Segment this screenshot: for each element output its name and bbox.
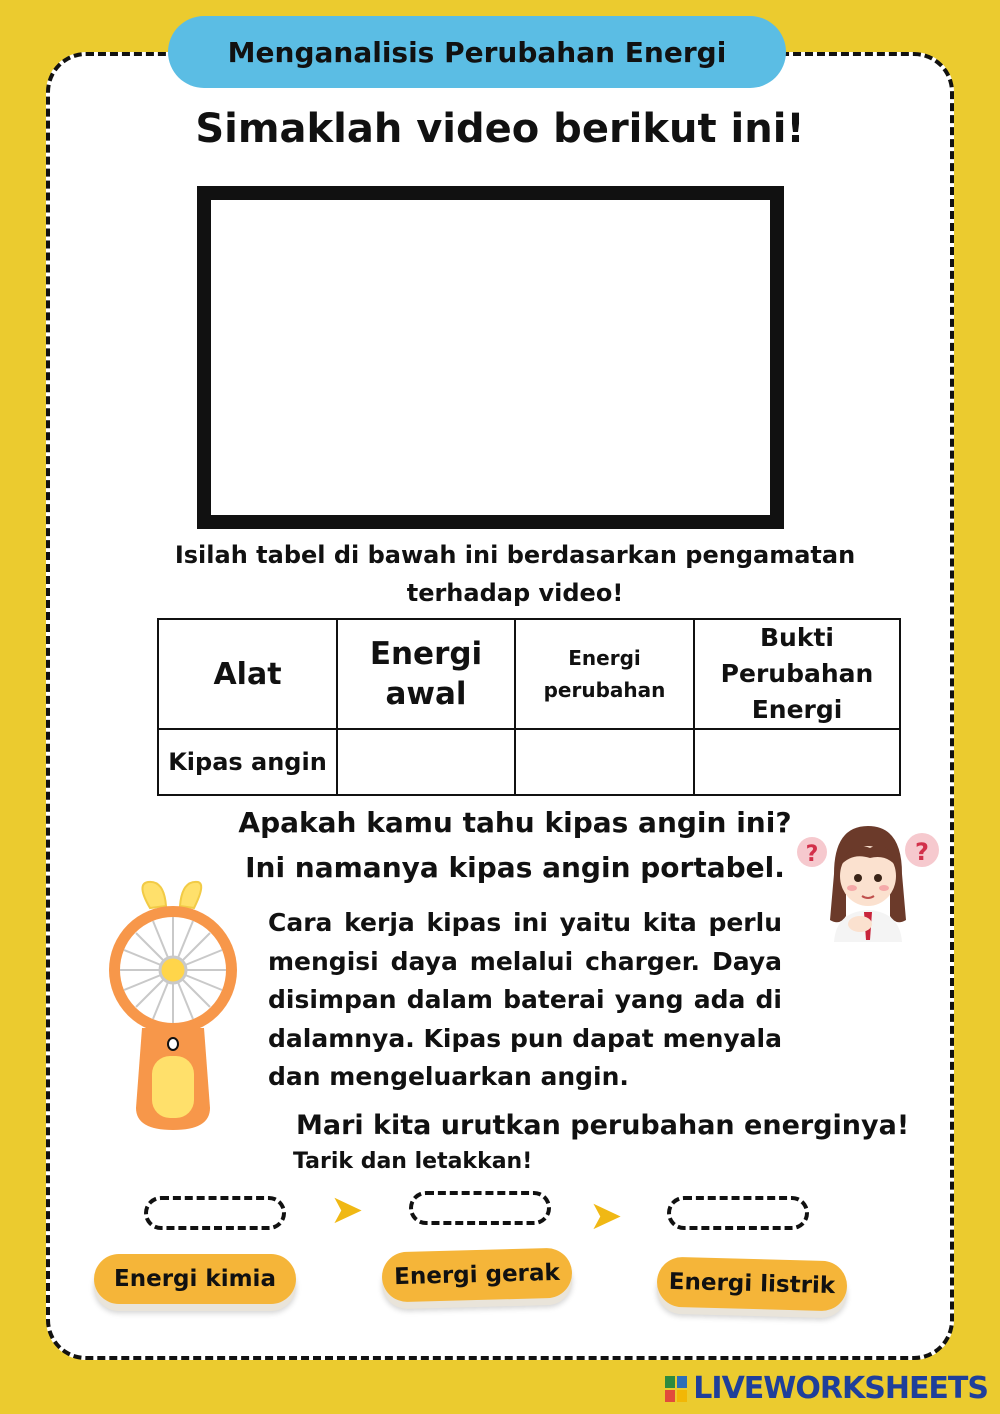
arrow-right-icon: ➤ (589, 1193, 623, 1239)
arrow-right-icon: ➤ (330, 1187, 364, 1233)
instruction-line-1: Isilah tabel di bawah ini berdasarkan pengamatan (174, 541, 856, 569)
cell-bukti-input[interactable] (694, 729, 900, 795)
page-heading: Simaklah video berikut ini! (195, 106, 805, 152)
header-bukti-perubahan: Bukti Perubahan Energi (694, 619, 900, 729)
video-player[interactable] (197, 186, 784, 529)
cell-energi-awal-input[interactable] (337, 729, 515, 795)
instruction-line-2: terhadap video! (406, 579, 624, 607)
drop-slot-3[interactable] (667, 1196, 809, 1230)
table-row (158, 729, 900, 795)
fan-description: Cara kerja kipas ini yaitu kita perlu mengisi daya melalui charger. Daya disimpan dalam baterai yang ada di dalamnya. Kipas pun dapat menyala dan mengeluarkan angin. (268, 908, 782, 1091)
drop-slot-1[interactable] (144, 1196, 286, 1230)
title-text: Menganalisis Perubahan Energi (227, 35, 727, 69)
option-energi-gerak[interactable]: Energi gerak (381, 1248, 572, 1303)
portable-fan-icon (106, 878, 240, 1132)
question-2: Ini namanya kipas angin portabel. (245, 851, 785, 884)
observation-table (157, 618, 901, 796)
header-energi-awal: Energi awal (337, 619, 515, 729)
liveworksheets-logo-icon (665, 1376, 687, 1402)
table-header-row (158, 619, 900, 729)
svg-text:?: ? (805, 842, 819, 867)
sequence-prompt: Mari kita urutkan perubahan energinya! (296, 1110, 910, 1141)
header-alat: Alat (158, 619, 337, 729)
option-energi-kimia[interactable]: Energi kimia (94, 1254, 296, 1304)
header-energi-perubahan: Energi perubahan (515, 619, 694, 729)
table-instruction (130, 536, 900, 612)
drop-slot-2[interactable] (409, 1191, 551, 1225)
cell-energi-perubahan-input[interactable] (515, 729, 694, 795)
option-energi-listrik[interactable]: Energi listrik (656, 1257, 847, 1312)
title-banner (168, 16, 786, 88)
liveworksheets-logo (665, 1371, 988, 1406)
thinking-girl-icon (790, 820, 950, 950)
svg-text:?: ? (915, 838, 929, 866)
question-1: Apakah kamu tahu kipas angin ini? (238, 806, 792, 839)
cell-alat: Kipas angin (158, 729, 337, 795)
brand-text: LIVEWORKSHEETS (693, 1371, 988, 1406)
drag-instruction: Tarik dan letakkan! (293, 1149, 533, 1174)
